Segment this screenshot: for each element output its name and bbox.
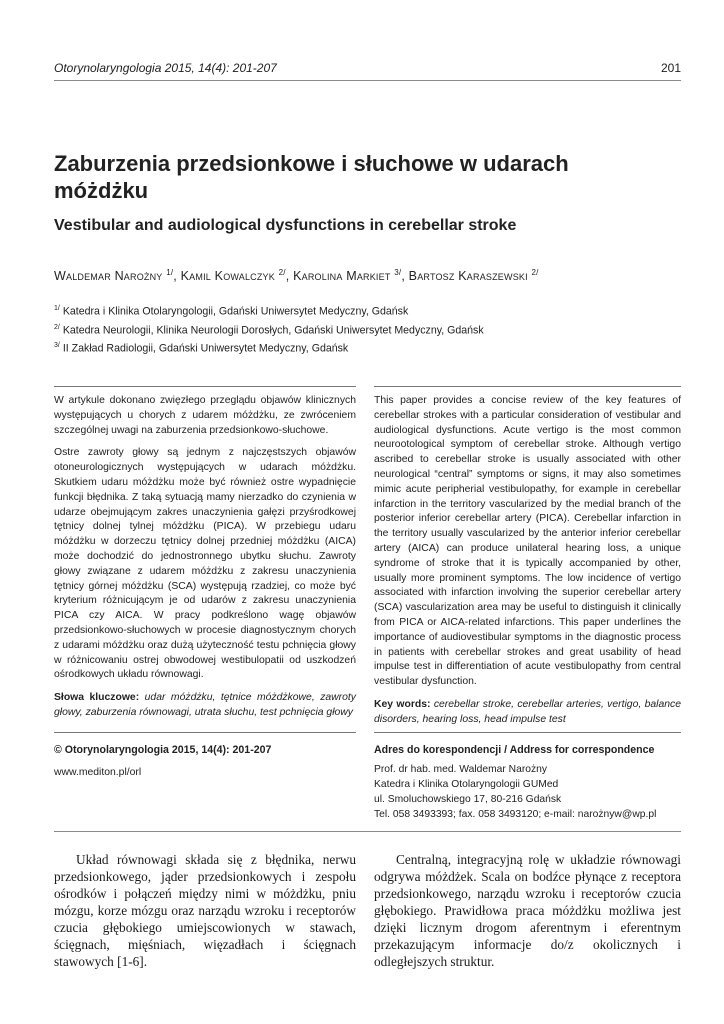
author-name: Kamil Kowalczyk: [180, 269, 275, 284]
author-affil-mark: 3/: [394, 268, 402, 277]
correspondence-line: Katedra i Klinika Otolaryngologii GUMed: [374, 779, 559, 790]
keywords-label: Key words: [374, 698, 428, 710]
author-affil-mark: 2/: [531, 268, 539, 277]
correspondence-address: [374, 762, 684, 822]
abstract-english: [374, 394, 681, 736]
journal-citation: Otorynolaryngologia 2015, 14(4): 201-207: [54, 61, 277, 75]
affiliation-text: Katedra i Klinika Otolaryngologii, Gdański Uniwersytet Medyczny, Gdańsk: [62, 305, 409, 318]
affiliation-text: Katedra Neurologii, Klinika Neurologii Dorosłych, Gdański Uniwersytet Medyczny, Gdańsk: [62, 324, 484, 337]
author-name: Waldemar Narożny: [54, 269, 163, 284]
keywords-polish: Słowa kluczowe: udar móżdżku, tętnice móżdżkowe, zawroty głowy, zaburzenia równowagi, utrata słuchu, test pchnięcia głowy: [54, 692, 356, 718]
author-affil-mark: 1/: [166, 268, 174, 277]
journal-website-link[interactable]: www.mediton.pl/orl: [54, 767, 142, 778]
keywords-text: udar móżdżku, tętnice móżdżkowe, zawroty głowy, zaburzenia równowagi, utrata słuchu, test pchnięcia głowy: [54, 692, 356, 718]
abstract-rule-left: [54, 386, 356, 387]
header-rule: [54, 80, 681, 81]
keywords-english: Key words: cerebellar stroke, cerebellar arteries, vertigo, balance disorders, hearing loss, head impulse test: [374, 698, 681, 725]
author-name: Karolina Markiet: [293, 269, 391, 284]
abstract-paragraph: Ostre zawroty głowy są jednym z najczęstszych objawów otoneurologicznych występujących w udarach móżdżku. Skutkiem udaru móżdżku może być również ostre wypadnięcie funkcji błędnika. Z taką sytuacją mamy nierzadko do czynienia w udarze obejmującym zakres unaczynienia gałęzi przyśrodkowej tętnicy dolnej tylnej móżdżku (PICA). W przebiegu udaru móżdżku w dorzeczu tętnicy dolnej przedniej móżdżku (AICA) może dochodzić do jednostronnego ubytku słuchu. Zawroty głowy związane z udarem móżdżku z zakresu unaczynienia tętnicy górnej móżdżku (SCA) występują rzadziej, co może być kryterium różnicującym je od udarów z zakresu unaczynienia PICA czy AICA. W pracy podkreślono wagę objawów przedsionkowo-słuchowych w procesie diagnostycznym chorych z udarami móżdżku oraz dużą użyteczność testu pchnięcia głowy w różnicowaniu ostrej obwodowej westibulopatii od uszkodzeń ośrodkowych układu równowagi.: [54, 447, 356, 681]
affiliation-text: II Zakład Radiologii, Gdański Uniwersytet Medyczny, Gdańsk: [62, 342, 349, 355]
abstract-rule-right: [374, 386, 681, 387]
affiliation-mark: 1/: [54, 305, 60, 312]
affiliation-mark: 2/: [54, 323, 60, 331]
affiliation-item: [54, 320, 694, 339]
copyright-notice: © Otorynolaryngologia 2015, 14(4): 201-207: [54, 744, 272, 756]
page-number: 201: [660, 61, 681, 75]
keywords-text: cerebellar stroke, cerebellar arteries, vertigo, balance disorders, hearing loss, head impulse test: [374, 698, 681, 725]
keywords-label: Słowa kluczowe: [54, 692, 136, 704]
author-list: Waldemar Narożny $^{1/}$, Kamil Kowalczyk $^{2/}$, Karolina Markiet $^{3/}$, Bartosz Karaszewski $^{2/}$: [54, 268, 539, 284]
footer-rule-right: [374, 732, 681, 733]
footer-rule-left: [54, 732, 356, 733]
article-subtitle: Vestibular and audiological dysfunctions in cerebellar stroke: [54, 217, 517, 234]
article-title: Zaburzenia przedsionkowe i słuchowe w udarach móżdżku: [54, 151, 569, 203]
body-text-left: Układ równowagi składa się z błędnika, nerwu przedsionkowego, jąder przedsionkowych i zespołu ośrodków i połączeń między nimi w móżdżku, pniu mózgu, korze mózgu oraz narządu wzroku i receptorów czucia głębokiego umiejscowionych w stawach, ścięgnach, mięśniach, więzadłach i ścięgnach stawowych [1-6].: [54, 852, 356, 969]
correspondence-line: ul. Smoluchowskiego 17, 80-216 Gdańsk: [374, 794, 562, 805]
body-rule: [54, 831, 681, 832]
affiliation-item: [54, 301, 694, 320]
correspondence-line: Prof. dr hab. med. Waldemar Narożny: [374, 764, 548, 775]
abstract-polish: [54, 394, 356, 729]
author-affil-mark: 2/: [278, 268, 286, 277]
correspondence-line: Tel. 058 3493393; fax. 058 3493120; e-mail: narożnyw@wp.pl: [374, 809, 657, 820]
affiliation-item: [54, 338, 694, 357]
abstract-paragraph: W artykule dokonano zwięzłego przeglądu objawów klinicznych występujących u chorych z udarem móżdżku, ze zwróceniem szczególnej uwagi na zaburzenia przedsionkowo-słuchowe.: [54, 395, 356, 436]
affiliation-mark: 3/: [54, 342, 60, 350]
author-name: Bartosz Karaszewski: [408, 269, 528, 284]
correspondence-heading: Adres do korespondencji / Address for correspondence: [374, 744, 655, 756]
body-text-right: Centralną, integracyjną rolę w układzie równowagi odgrywa móżdżek. Scala on bodźce płynące z receptora przedsionkowego, narządu wzroku i receptorów czucia głębokiego. Prawidłowa praca móżdżku możliwa jest dzięki licznym drogom aferentnym i eferentnym przekazującym informacje do/z okolicznych i odległejszych struktur.: [374, 852, 681, 969]
abstract-paragraph: This paper provides a concise review of the key features of cerebellar strokes with a particular consideration of vestibular and audiological dysfunctions. Acute vertigo is the most common neurootological symptom of cerebellar stroke. Although vertigo ascribed to cerebellar stroke is usually associated with other neurological “central” symptoms or signs, it may also sometimes mimic acute peripherial vestibulopathy, for example in cerebellar infarction in the territory vascularized by the medial branch of the posterior inferior cerebellar artery (PICA). Cerebellar infarction in the territory usually vascularized by the anterior inferior cerebellar artery (AICA) can produce unilateral hearing loss, a unique syndrome of stroke that it is typically accompanied by other, usually more prominent symptoms. The low incidence of vertigo associated with infarction involving the superior cerebellar artery (SCA) vascularization area may be useful to distinguish it clinically from PICA or AICA-related infarctions. This paper underlines the importance of audiovestibular symptoms in the diagnostic process in patients with cerebellar strokes and great usability of head impulse test in differentiation of acute vestibulopathy from central vestibular dysfunction.: [374, 395, 681, 688]
affiliations: [54, 301, 694, 357]
